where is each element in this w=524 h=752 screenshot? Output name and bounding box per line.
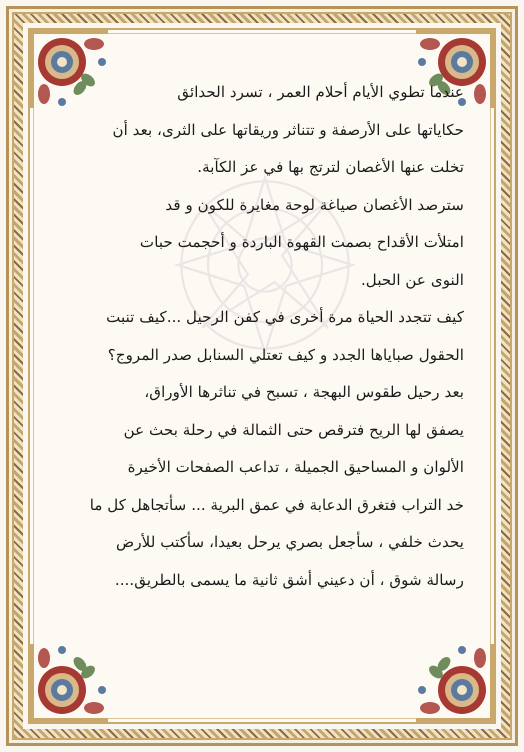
text-line: الحقول صباياها الجدد و كيف تعتلي السنابل صدر المروج؟	[107, 345, 464, 364]
prose-text-block	[48, 74, 464, 599]
text-line: خد التراب فتغرق الدعابة في عمق البرية ... سأتجاهل كل ما	[89, 495, 464, 514]
text-line: الألوان و المساحيق الجميلة ، تداعب الصفحات الأخيرة	[127, 458, 464, 476]
text-line: بعد رحيل طقوس البهجة ، تسبح في تناثرها الأوراق،	[144, 383, 464, 401]
text-line: يحدث خلفي ، سأجعل بصري يرحل بعيدا، سأكتب للأرض	[115, 533, 464, 551]
text-line: حكاياتها على الأرصفة و تتناثر وريقاتها على الثرى، بعد أن	[112, 120, 464, 139]
corner-ornament-icon	[22, 638, 114, 730]
corner-ornament-icon	[410, 638, 502, 730]
text-line: رسالة شوق ، أن دعيني أشق ثانية ما يسمى بالطريق....	[114, 570, 464, 589]
text-line: يصفق لها الريح فترقص حتى الثمالة في رحلة بحث عن	[123, 420, 464, 439]
text-line: امتلأت الأقداح بصمت القهوة الباردة و أحجمت حبات	[139, 233, 464, 251]
text-line: عندما تطوي الأيام أحلام العمر ، تسرد الحدائق	[177, 83, 464, 101]
text-line: كيف تتجدد الحياة مرة أخرى في كفن الرحيل ...كيف تنبت	[106, 308, 464, 326]
text-line: النوى عن الحبل.	[360, 270, 464, 289]
text-line: سترصد الأغصان صياغة لوحة مغايرة للكون و قد	[165, 195, 464, 214]
text-line: تخلت عنها الأغصان لترتج بها في عز الكآبة.	[197, 158, 464, 176]
